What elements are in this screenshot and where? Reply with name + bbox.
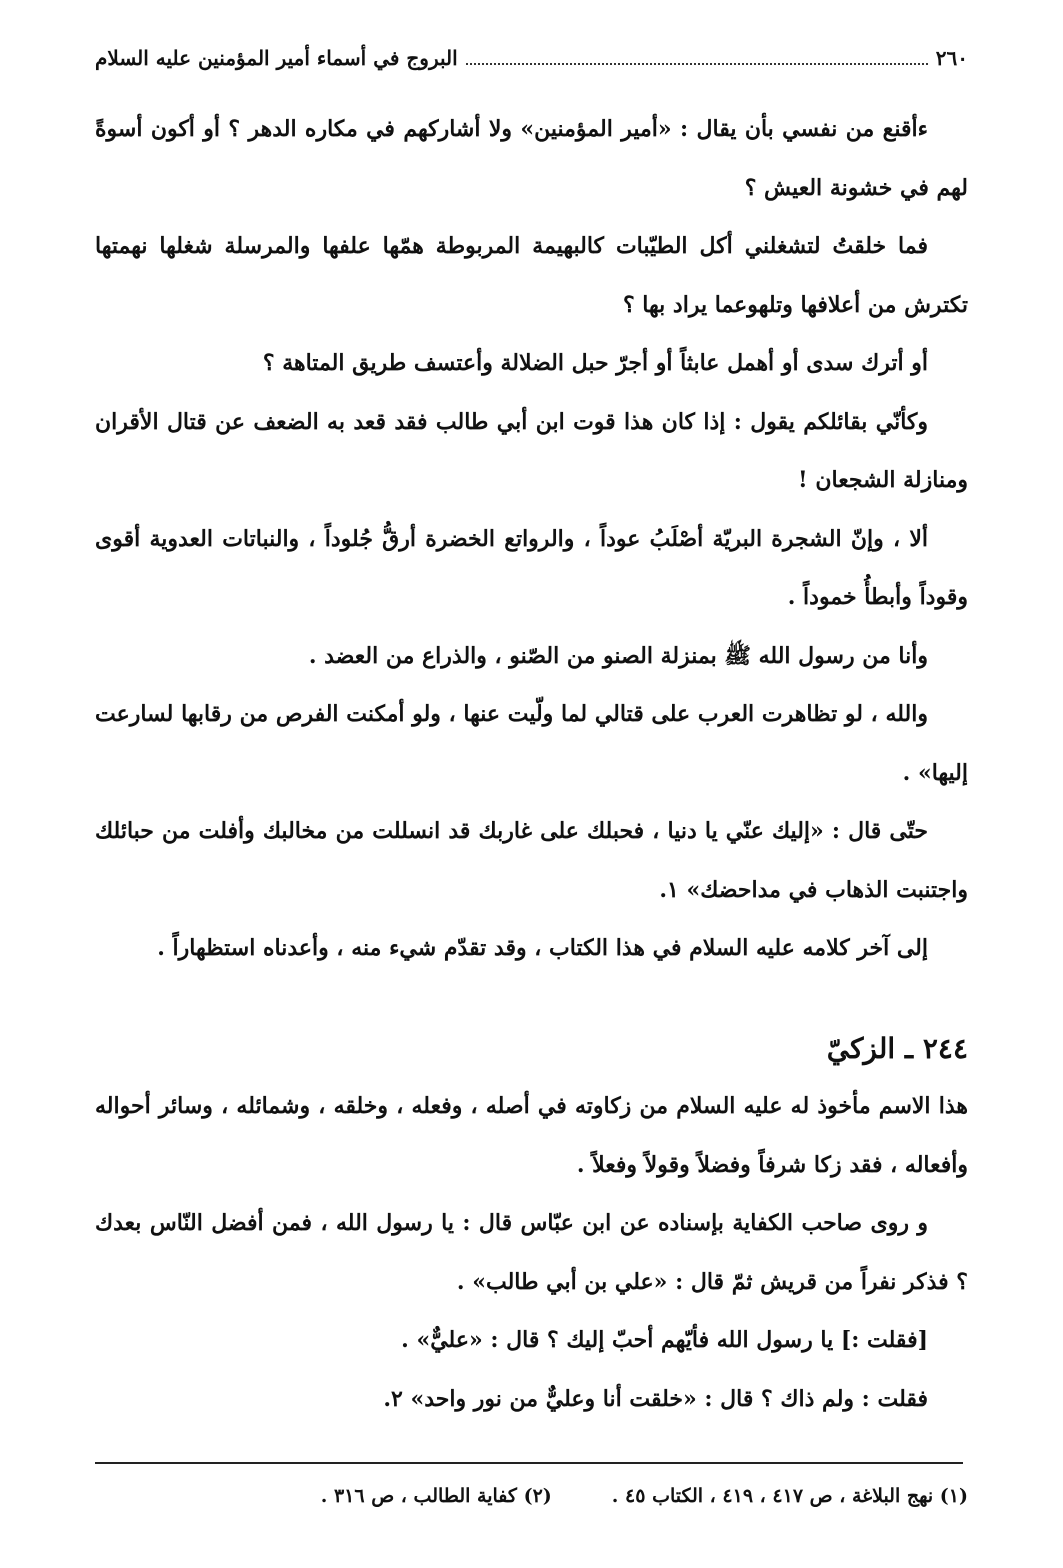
paragraph: ءأقنع من نفسي بأن يقال : «أمير المؤمنين» ولا أشاركهم في مكاره الدهر ؟ أو أكون أسوةً لهم في خشونة العيش ؟ <box>95 116 968 201</box>
footnote-divider <box>95 1462 963 1464</box>
paragraph: وكأنّي بقائلكم يقول : إذا كان هذا قوت ابن أبي طالب فقد قعد به الضعف عن قتال الأقران ومنازلة الشجعان ! <box>95 408 968 493</box>
main-text <box>95 100 968 978</box>
paragraph: حتّى قال : «إليك عنّي يا دنيا ، فحبلك على غاربك قد انسللت من مخالبك وأفلت من حبائلك واجتنبت الذهاب في مداحضك» ١. <box>95 818 968 903</box>
paragraph: والله ، لو تظاهرت العرب على قتالي لما ولّيت عنها ، ولو أمكنت الفرص من رقابها لسارعت إليها» . <box>95 701 968 786</box>
paragraph: وأنا من رسول الله ﷺ بمنزلة الصنو من الصّنو ، والذراع من العضد . <box>308 642 928 669</box>
paragraph: [فقلت :] يا رسول الله فأيّهم أحبّ إليك ؟ قال : «عليٌّ» . <box>401 1327 928 1353</box>
paragraph: و روى صاحب الكفاية بإسناده عن ابن عبّاس قال : يا رسول الله ، فمن أفضل النّاس بعدك ؟ فذكر نفراً من قريش ثمّ قال : «علي بن أبي طالب» . <box>95 1210 968 1295</box>
header-dotted-leader <box>466 51 928 65</box>
paragraph: هذا الاسم مأخوذ له عليه السلام من زكاوته في أصله ، وفعله ، وخلقه ، وشمائله ، وسائر أحواله وأفعاله ، فقد زكا شرفاً وفضلاً وقولاً وفعلاً . <box>95 1093 968 1178</box>
paragraph: أو أترك سدى أو أهمل عابثاً أو أجرّ حبل الضلالة وأعتسف طريق المتاهة ؟ <box>262 350 928 376</box>
section-text <box>95 1077 968 1428</box>
footnote-1: (١) نهج البلاغة ، ص ٤١٧ ، ٤١٩ ، الكتاب ٤٥ . <box>611 1485 968 1507</box>
footnotes <box>95 1478 968 1514</box>
section-heading: ٢٤٤ ـ الزكيّ <box>826 1032 968 1065</box>
paragraph: فما خلقتُ لتشغلني أكل الطيّبات كالبهيمة المربوطة همّها علفها والمرسلة شغلها نهمتها تكترش من أعلافها وتلهوعما يراد بها ؟ <box>95 233 968 318</box>
page-number: ٢٦٠ <box>935 46 968 70</box>
book-title: البروج في أسماء أمير المؤمنين عليه السلام <box>95 46 458 70</box>
paragraph: ألا ، وإنّ الشجرة البريّة أصْلَبُ عوداً ، والرواتع الخضرة أرقُّ جُلوداً ، والنباتات العدوية أقوى وقوداً وأبطأُ خموداً . <box>95 525 968 610</box>
paragraph: فقلت : ولم ذاك ؟ قال : «خلقت أنا وعليٌّ من نور واحد» ٢. <box>383 1385 928 1412</box>
paragraph: إلى آخر كلامه عليه السلام في هذا الكتاب ، وقد تقدّم شيء منه ، وأعدناه استظهاراً . <box>157 935 928 961</box>
footnote-2: (٢) كفاية الطالب ، ص ٣١٦ . <box>320 1485 552 1507</box>
running-header <box>95 38 968 78</box>
